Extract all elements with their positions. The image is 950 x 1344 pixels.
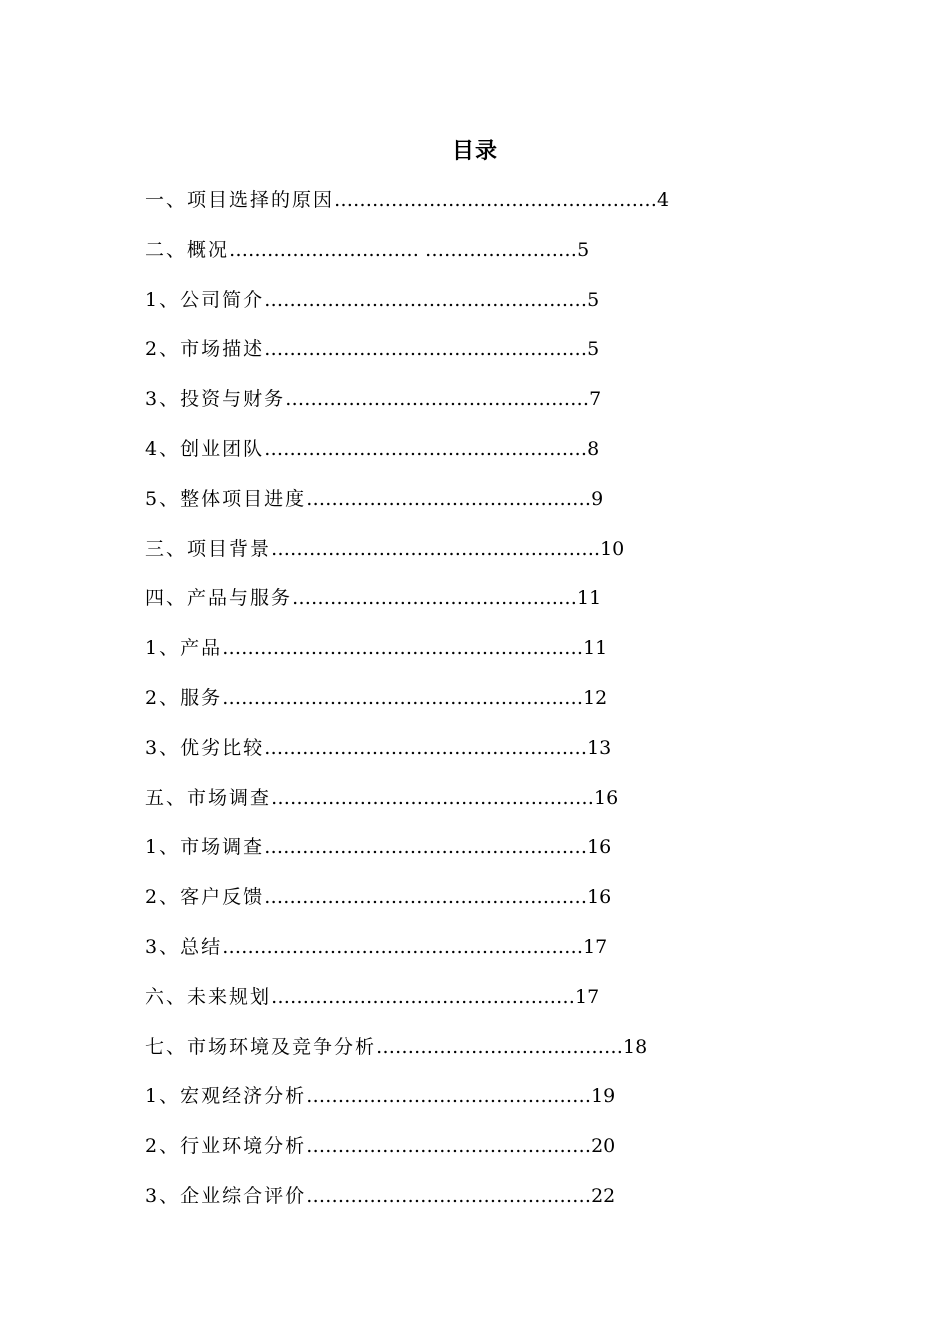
toc-entry-page: 8 bbox=[587, 437, 600, 460]
toc-entry-leader: …………………………………………… bbox=[334, 189, 658, 211]
toc-entry-leader: ……………………………………… bbox=[306, 1135, 592, 1158]
toc-entry-label: 1、宏观经济分析 bbox=[145, 1085, 307, 1108]
toc-entry-leader: …………………………………………… bbox=[264, 437, 588, 460]
toc-entry-page: 17 bbox=[575, 985, 600, 1008]
toc-entry[interactable] bbox=[145, 1030, 745, 1080]
toc-entry[interactable] bbox=[145, 482, 745, 532]
toc-entry[interactable] bbox=[145, 731, 745, 781]
toc-entry-label: 四、产品与服务 bbox=[145, 587, 293, 610]
toc-entry-label: 1、市场调查 bbox=[145, 836, 265, 859]
toc-entry[interactable] bbox=[145, 880, 745, 930]
toc-entry-page: 18 bbox=[623, 1035, 648, 1058]
toc-entry-page: 22 bbox=[591, 1184, 616, 1207]
toc-title: 目录 bbox=[451, 138, 498, 164]
toc-entry-label: 3、优劣比较 bbox=[145, 736, 265, 759]
toc-entry[interactable] bbox=[145, 283, 745, 333]
toc-entry-page: 10 bbox=[600, 537, 625, 560]
toc-entry-page: 4 bbox=[657, 189, 670, 211]
toc-entry-leader: ……………………………………… bbox=[292, 587, 578, 610]
toc-entry[interactable] bbox=[145, 532, 745, 582]
toc-entry-label: 1、公司简介 bbox=[145, 288, 265, 311]
toc-entry-label: 2、市场描述 bbox=[145, 338, 265, 361]
toc-entry-leader: ……………………………………………. bbox=[271, 537, 601, 560]
toc-entry-page: 16 bbox=[587, 886, 612, 909]
toc-entry-leader: ………………………………… bbox=[376, 1035, 624, 1058]
toc-entry-label: 5、整体项目进度 bbox=[145, 487, 307, 510]
toc-entry-page: 16 bbox=[594, 786, 619, 809]
toc-list bbox=[145, 183, 745, 1229]
toc-entry[interactable] bbox=[145, 830, 745, 880]
toc-entry-leader: ………………………… …………………… bbox=[229, 238, 578, 261]
toc-entry-label: 2、服务 bbox=[145, 686, 223, 709]
toc-entry[interactable] bbox=[145, 382, 745, 432]
toc-entry-page: 11 bbox=[577, 587, 602, 610]
toc-entry-page: 12 bbox=[583, 686, 608, 709]
toc-entry[interactable] bbox=[145, 781, 745, 831]
toc-entry[interactable] bbox=[145, 930, 745, 980]
toc-entry[interactable] bbox=[145, 980, 745, 1030]
toc-entry-page: 11 bbox=[583, 637, 608, 660]
toc-entry-label: 4、创业团队 bbox=[145, 437, 265, 460]
toc-entry-label: 2、行业环境分析 bbox=[145, 1135, 307, 1158]
toc-entry-label: 七、市场环境及竞争分析 bbox=[145, 1035, 377, 1058]
toc-entry-page: 17 bbox=[583, 935, 608, 958]
toc-entry-label: 三、项目背景 bbox=[145, 537, 272, 560]
toc-entry[interactable] bbox=[145, 183, 745, 233]
toc-entry-leader: ……………………………………… bbox=[306, 1085, 592, 1108]
toc-entry-leader: ………………………………………… bbox=[285, 388, 590, 411]
toc-entry-page: 9 bbox=[591, 487, 604, 510]
toc-entry[interactable] bbox=[145, 233, 745, 283]
toc-entry-page: 5 bbox=[577, 238, 590, 261]
toc-entry[interactable] bbox=[145, 1179, 745, 1229]
toc-entry-page: 7 bbox=[589, 388, 602, 411]
toc-entry-label: 3、企业综合评价 bbox=[145, 1184, 307, 1207]
toc-entry[interactable] bbox=[145, 332, 745, 382]
toc-entry-leader: …………………………………………… bbox=[271, 786, 595, 809]
toc-entry-leader: …………………………………………… bbox=[264, 338, 588, 361]
toc-entry-label: 一、项目选择的原因 bbox=[145, 189, 335, 211]
toc-entry-leader: ………………………………………………… bbox=[222, 686, 584, 709]
toc-entry-label: 二、概况 bbox=[145, 238, 230, 261]
toc-entry-label: 五、市场调查 bbox=[145, 786, 272, 809]
toc-entry-page: 5 bbox=[587, 288, 600, 311]
toc-entry-page: 16 bbox=[587, 836, 612, 859]
toc-entry-page: 5 bbox=[587, 338, 600, 361]
toc-entry-label: 1、产品 bbox=[145, 637, 223, 660]
toc-entry-label: 六、未来规划 bbox=[145, 985, 272, 1008]
toc-entry-leader: …………………………………………… bbox=[264, 736, 588, 759]
toc-entry-label: 2、客户反馈 bbox=[145, 886, 265, 909]
toc-entry-leader: …………………………………………… bbox=[264, 288, 588, 311]
toc-entry-leader: ……………………………………… bbox=[306, 487, 592, 510]
toc-entry-leader: …………………………………………… bbox=[264, 886, 588, 909]
toc-entry-label: 3、投资与财务 bbox=[145, 388, 286, 411]
toc-entry-page: 13 bbox=[587, 736, 612, 759]
toc-entry-leader: ……………………………………… bbox=[306, 1184, 592, 1207]
toc-entry-leader: ………………………………………… bbox=[271, 985, 576, 1008]
toc-entry[interactable] bbox=[145, 432, 745, 482]
toc-entry-page: 19 bbox=[591, 1085, 616, 1108]
toc-entry[interactable] bbox=[145, 581, 745, 631]
toc-entry[interactable] bbox=[145, 1129, 745, 1179]
toc-entry[interactable] bbox=[145, 631, 745, 681]
toc-entry[interactable] bbox=[145, 681, 745, 731]
toc-entry-label: 3、总结 bbox=[145, 935, 223, 958]
toc-entry-leader: ………………………………………………… bbox=[222, 935, 584, 958]
toc-entry-page: 20 bbox=[591, 1135, 616, 1158]
toc-entry[interactable] bbox=[145, 1079, 745, 1129]
toc-entry-leader: …………………………………………… bbox=[264, 836, 588, 859]
toc-entry-leader: ………………………………………………… bbox=[222, 637, 584, 660]
